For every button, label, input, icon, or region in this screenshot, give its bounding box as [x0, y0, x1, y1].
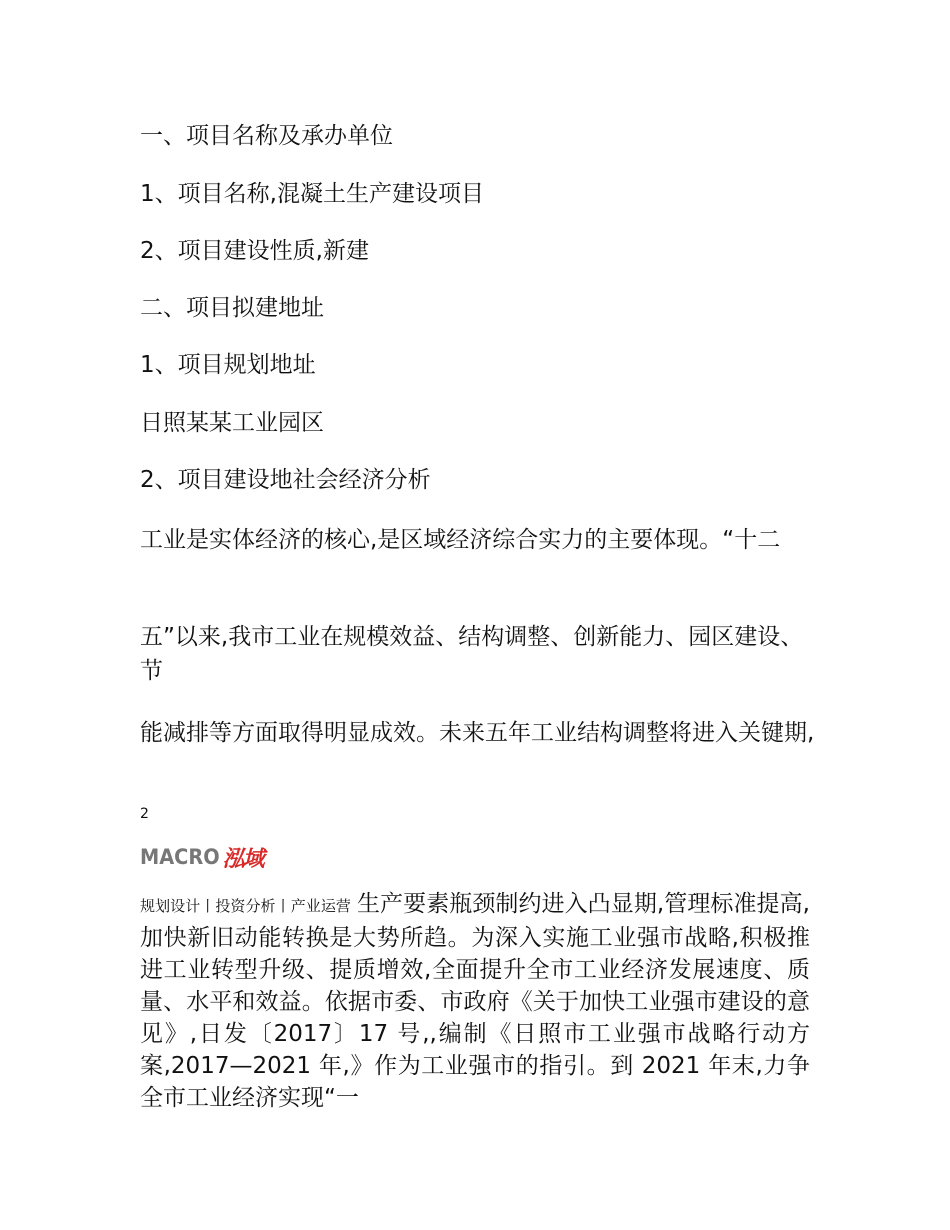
item-site-plan: 1、项目规划地址: [140, 352, 316, 378]
paragraph-adjustment: 能减排等方面取得明显成效。未来五年工业结构调整将进入关键期,: [140, 720, 815, 746]
heading-project-site: 二、项目拟建地址: [140, 295, 324, 321]
item-project-name: 1、项目名称,混凝土生产建设项目: [140, 181, 484, 207]
paragraph-strategy-text: 生产要素瓶颈制约进入凸显期,管理标准提高,加快新旧动能转换是大势所趋。为深入实施工业强市战略,积极推进工业转型升级、提质增效,全面提升全市工业经济发展速度、质量、水平和效益。依据市委、市政府《关于加快工业强市建设的意见》,日发〔2017〕17 号,,编制《日照市工业强市战略行动方案,2017—2021 年,》作为工业强市的指引。到 2021 年末,力争全市工业经济实现“一: [140, 891, 810, 1111]
logo-chinese: 泓域: [222, 846, 263, 872]
page-number: 2: [140, 806, 149, 822]
item-socio-economic: 2、项目建设地社会经济分析: [140, 467, 431, 493]
site-location: 日照某某工业园区: [140, 410, 324, 436]
company-tagline: 规划设计丨投资分析丨产业运营: [140, 897, 351, 915]
heading-project-name: 一、项目名称及承办单位: [140, 123, 393, 149]
logo-latin: MACRO: [140, 845, 220, 869]
paragraph-achievements: 五”以来,我市工业在规模效益、结构调整、创新能力、园区建设、节: [140, 624, 804, 684]
macro-logo: [140, 842, 263, 872]
paragraph-strategy: [140, 888, 810, 1114]
item-project-nature: 2、项目建设性质,新建: [140, 238, 369, 264]
paragraph-industry-core: 工业是实体经济的核心,是区域经济综合实力的主要体现。“十二: [140, 527, 781, 553]
